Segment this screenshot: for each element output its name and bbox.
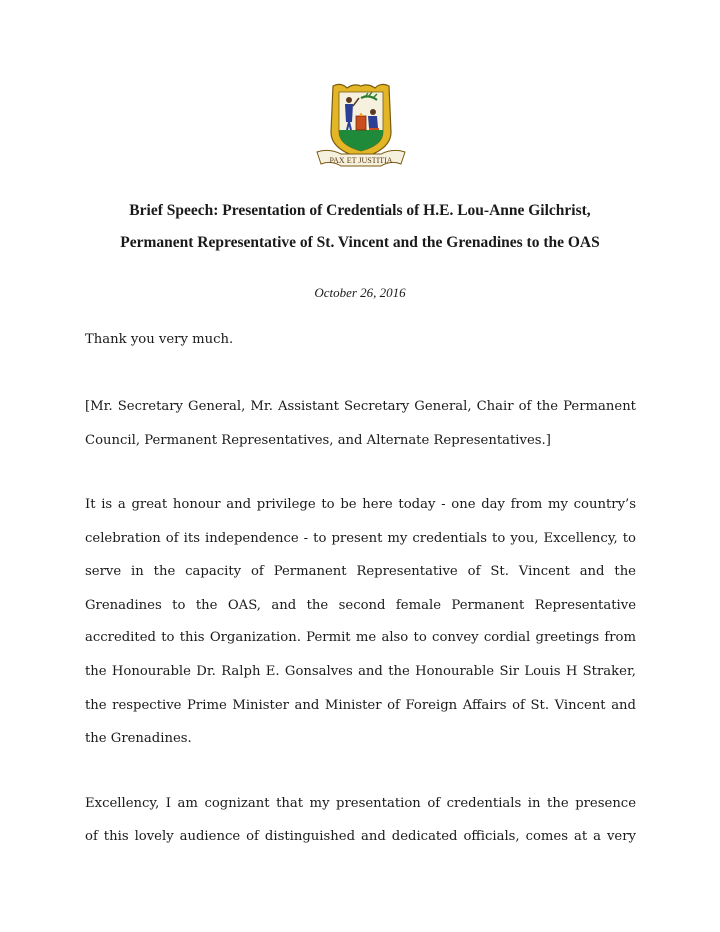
- speech-date: October 26, 2016: [314, 285, 406, 300]
- paragraph-3-line-6: the Honourable Dr. Ralph E. Gonsalves and the Honourable Sir Louis H Straker,: [85, 664, 636, 679]
- paragraph-2-line-2: Council, Permanent Representatives, and Alternate Representatives.]: [85, 433, 551, 448]
- speech-title-line-1: Brief Speech: Presentation of Credentials of H.E. Lou-Anne Gilchrist,: [129, 202, 591, 219]
- paragraph-3-line-8: the Grenadines.: [85, 731, 192, 746]
- paragraph-4-line-1: Excellency, I am cognizant that my presentation of credentials in the presence: [85, 796, 636, 811]
- paragraph-3-line-5: accredited to this Organization. Permit me also to convey cordial greetings from: [85, 630, 636, 645]
- paragraph-3-line-7: the respective Prime Minister and Minister of Foreign Affairs of St. Vincent and: [85, 698, 636, 713]
- paragraph-1-line-1: Thank you very much.: [85, 332, 234, 347]
- paragraph-4-line-2: of this lovely audience of distinguished and dedicated officials, comes at a very: [85, 829, 636, 844]
- speech-title-line-2: Permanent Representative of St. Vincent and the Grenadines to the OAS: [120, 234, 600, 251]
- paragraph-2-line-1: [Mr. Secretary General, Mr. Assistant Secretary General, Chair of the Permanent: [85, 399, 636, 414]
- paragraph-3-line-3: serve in the capacity of Permanent Representative of St. Vincent and the: [85, 564, 636, 579]
- paragraph-3-line-4: Grenadines to the OAS, and the second female Permanent Representative: [85, 598, 636, 613]
- paragraph-3-line-2: celebration of its independence - to present my credentials to you, Excellency, to: [85, 531, 636, 546]
- coat-of-arms-icon: [311, 80, 411, 172]
- crest-motto: PAX ET JUSTITIA: [329, 156, 393, 165]
- paragraph-3-line-1: It is a great honour and privilege to be here today - one day from my country’s: [85, 497, 636, 512]
